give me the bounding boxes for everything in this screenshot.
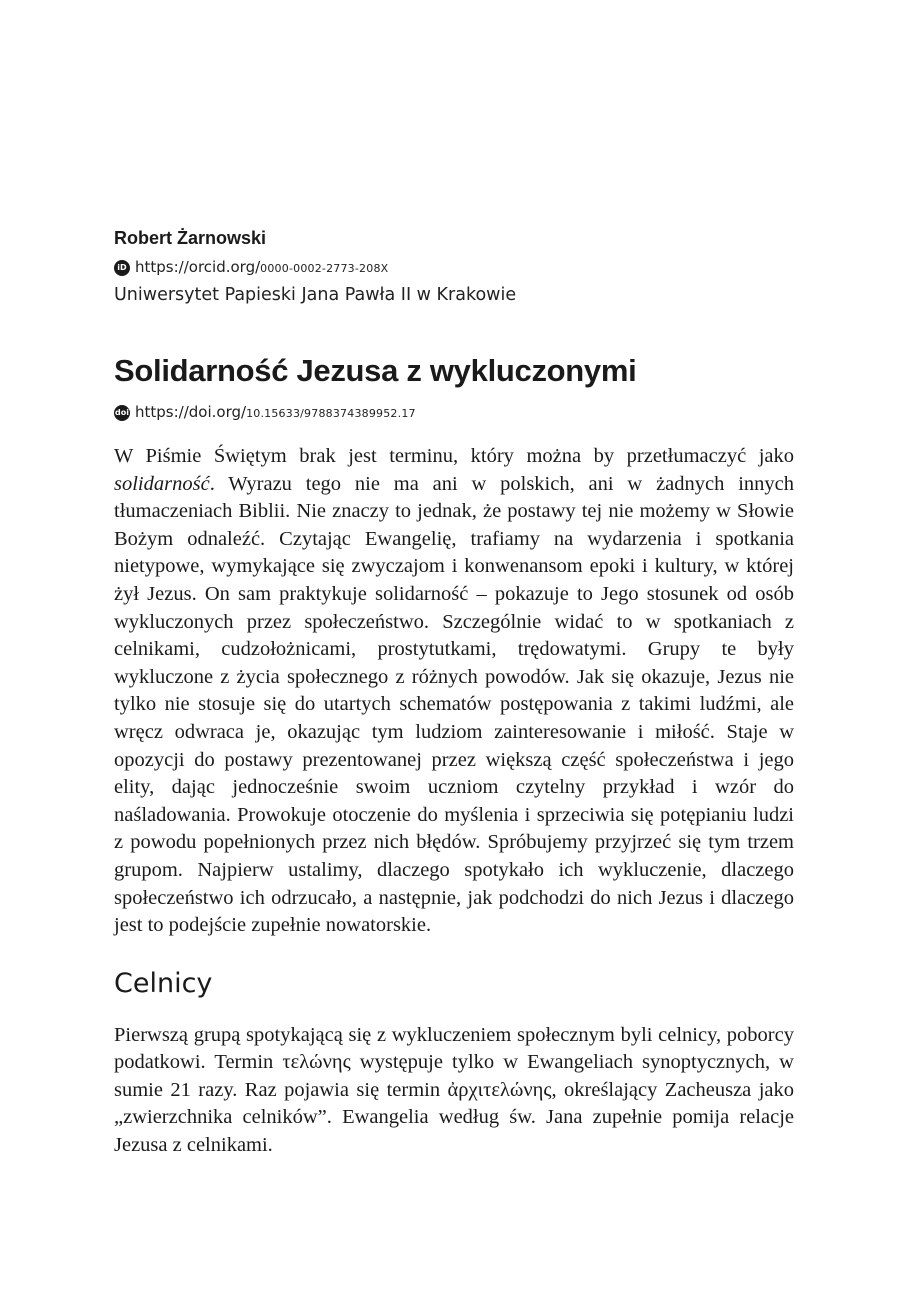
doi-icon: doi [114, 405, 130, 421]
article-title: Solidarność Jezusa z wykluczonymi [114, 353, 637, 388]
author-name: Robert Żarnowski [114, 228, 267, 248]
section-heading: Celnicy [114, 967, 213, 999]
intro-term: solidarność [114, 472, 210, 495]
orcid-icon: iD [114, 260, 130, 276]
doi-id: 10.15633/9788374389952.17 [246, 407, 416, 420]
doi-link[interactable] [114, 401, 794, 425]
orcid-prefix: https://orcid.org/ [135, 258, 261, 276]
article-page [114, 226, 794, 1160]
section-paragraph: Pierwszą grupą spotykającą się z wykluczeniem społecznym byli celnicy, poborcy podatkowi. Termin τελώνης występuje tylko w Ewangeliach synoptycznych, w sumie 21 razy. Raz pojawia się termin ἀρχιτελώνης, określający Zacheusza jako „zwierzchnika celników”. Ewangelia według św. Jana zupełnie pomija relacje Jezusa z celnikami. [114, 1023, 794, 1157]
doi-url [135, 401, 416, 425]
orcid-link[interactable] [114, 256, 794, 280]
orcid-id: 0000-0002-2773-208X [260, 262, 389, 275]
orcid-url [135, 256, 388, 280]
author-affiliation: Uniwersytet Papieski Jana Pawła II w Krakowie [114, 285, 517, 305]
intro-lead: W Piśmie Świętym brak jest terminu, który można by przetłumaczyć jako [114, 445, 794, 467]
doi-prefix: https://doi.org/ [135, 403, 247, 421]
intro-paragraph [114, 443, 794, 940]
intro-rest: . Wyrazu tego nie ma ani w polskich, ani w żadnych innych tłumaczeniach Biblii. Nie znaczy to jednak, że postawy tej nie możemy w Słowie Bożym odnaleźć. Czytając Ewangelię, trafiamy na wydarzenia i spotkania nietypowe, wymykające się zwyczajom i konwenansom epoki i kultury, w której żył Jezus. On sam praktykuje solidarność – pokazuje to Jego stosunek od osób wykluczonych przez społeczeństwo. Szczególnie widać to w spotkaniach z celnikami, cudzołożnicami, prostytutkami, trędowatymi. Grupy te były wykluczone z życia społecznego z różnych powodów. Jak się okazuje, Jezus nie tylko nie stosuje się do utartych schematów postępowania z takimi ludźmi, ale wręcz odwraca je, okazując tym ludziom zainteresowanie i miłość. Staje w opozycji do postawy prezentowanej przez większą część społeczeństwa i jego elity, dając jednocześnie swoim uczniom czytelny przykład i wzór do naśladowania. Prowokuje otoczenie do myślenia i sprzeciwia się potępianiu ludzi z powodu popełnionych przez nich błędów. Spróbujemy przyjrzeć się tym trzem grupom. Najpierw ustalimy, dlaczego spotykało ich wykluczenie, dlaczego społeczeństwo ich odrzucało, a następnie, jak podchodzi do nich Jezus i dlaczego jest to podejście zupełnie nowatorskie. [114, 472, 794, 937]
